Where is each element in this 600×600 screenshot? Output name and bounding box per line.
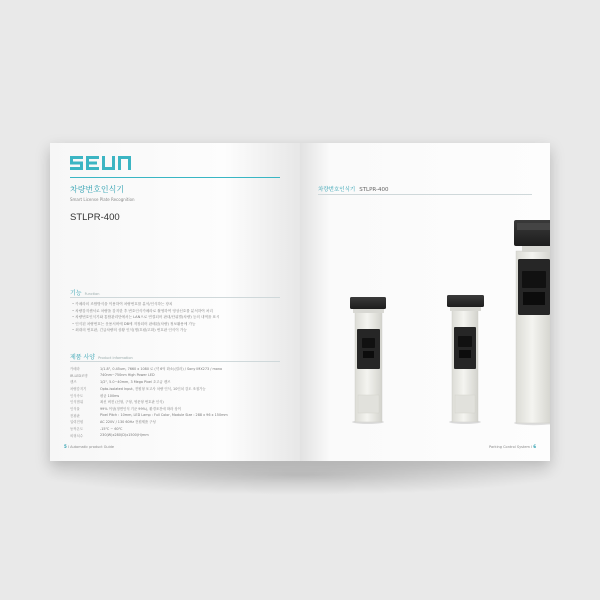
spec-value: 740nm~750nm High Power LED [100,373,155,378]
left-page [50,143,300,461]
spec-value: 99% 이상(정면인식 기준 99%), 환경조건에 따라 상이 [100,406,181,411]
spec-value: AC 220V / 130 60Hz 전원제품 구성 [100,420,156,425]
table-row [70,392,280,399]
right-page [300,143,550,461]
table-row [70,385,280,392]
spec-value: Opto-isolated Input, 전원형 포고사 차량 인식, 10인치 감도 조절가능 [100,386,206,391]
brand-logo [70,156,134,170]
product-subtitle: Smart License Plate Recognition [70,197,135,202]
features-list [72,301,282,334]
spec-value: -15℃ ~ 60℃ [100,426,123,431]
spec-value: 평균 100ms [100,393,120,398]
table-row [70,398,280,405]
table-row [70,419,280,426]
brochure-spread [50,143,550,461]
features-heading-ko: 기능 [70,290,82,297]
list-item: • 차량감지센서로 차량을 감지한 후 번호인식카메라로 촬영하여 영상신호를 분석하여 처리 [72,308,282,315]
list-item: • 최대의 번호판, 긴급차량의 상황 인식(명/흐림/고화) 번호판 인식이 가능 [72,327,282,334]
spec-label: 외형치수 [70,433,84,438]
model-number: STLPR-400 [70,212,120,223]
table-row [70,432,280,439]
specs-heading-en: Product information [98,356,133,360]
spec-label: 인식범위 [70,400,84,405]
specs-rule [70,361,280,362]
footer-text: Parking Control System I [489,445,533,449]
table-row [70,365,280,372]
table-row [70,425,280,432]
lpr-unit-small-right [447,295,484,424]
features-heading [70,288,99,297]
spec-label: 입력전원 [70,420,84,425]
spec-label: 인식속도 [70,393,84,398]
spec-label: 카메라 [70,366,80,371]
spec-value: 230(W)x280(D)x1500(H)mm [100,433,149,438]
footer-text: I Automatic product Guide [67,445,114,449]
table-row [70,405,280,412]
product-title: 차량번호인식기 [70,185,125,194]
table-shadow [40,455,560,495]
list-item: • 차량번호인식기와 통합관리단에서는 LAN으로 연결되어 판내/단위별(차량) 등의 내역을 표시 [72,314,282,321]
spec-value: 1/2", 5.0~40mm, 3 Mega Pixel 초고급 렌즈 [100,380,171,385]
spec-label: 렌즈 [70,380,77,385]
list-item: • 인식된 차량번호는 운용서버에 DB에 저장되어 판매된(차량) 정보활용에 가능 [72,321,282,328]
spec-label: 차량감지기 [70,386,87,391]
specs-table [70,365,280,439]
table-row [70,372,280,379]
right-footer [489,444,536,449]
left-footer [64,444,114,449]
lpr-unit-small-left [350,297,386,424]
page-number: 5 [64,444,67,449]
features-rule [70,297,280,298]
spec-value: Pixel Pitch : 10mm, LED Lamp : Full Color, Module Size : 288 x 96 x 150mm [100,413,228,418]
table-row [70,412,280,419]
header-rule [70,177,280,178]
spec-value: 최신 버전 (신형, 구형, 영문형 번호판 인식) [100,400,164,405]
spec-label: IR-LED조명 [70,373,88,378]
list-item: • 카메라의 조합방식을 이용하여 차량번호를 분석/인식하는 장치 [72,301,282,308]
lpr-unit-tall [514,220,550,425]
specs-heading [70,352,133,361]
features-heading-en: Function [84,292,100,296]
page-number: 6 [533,444,536,449]
spec-label: 인식율 [70,406,80,411]
spec-label: 동작온도 [70,427,84,432]
specs-heading-ko: 제품 사양 [70,354,96,361]
right-title-model: STLPR-400 [359,187,389,193]
spec-label: 전광판 [70,413,80,418]
right-title-ko: 차량번호인식기 [318,187,356,193]
spec-value: 1/1.8", 0.45um, 7660 x 1080 로 (약 6억 화소)(컬러) / Sony IMX273 / mono [100,366,223,371]
product-photos [300,143,550,461]
table-row [70,378,280,385]
